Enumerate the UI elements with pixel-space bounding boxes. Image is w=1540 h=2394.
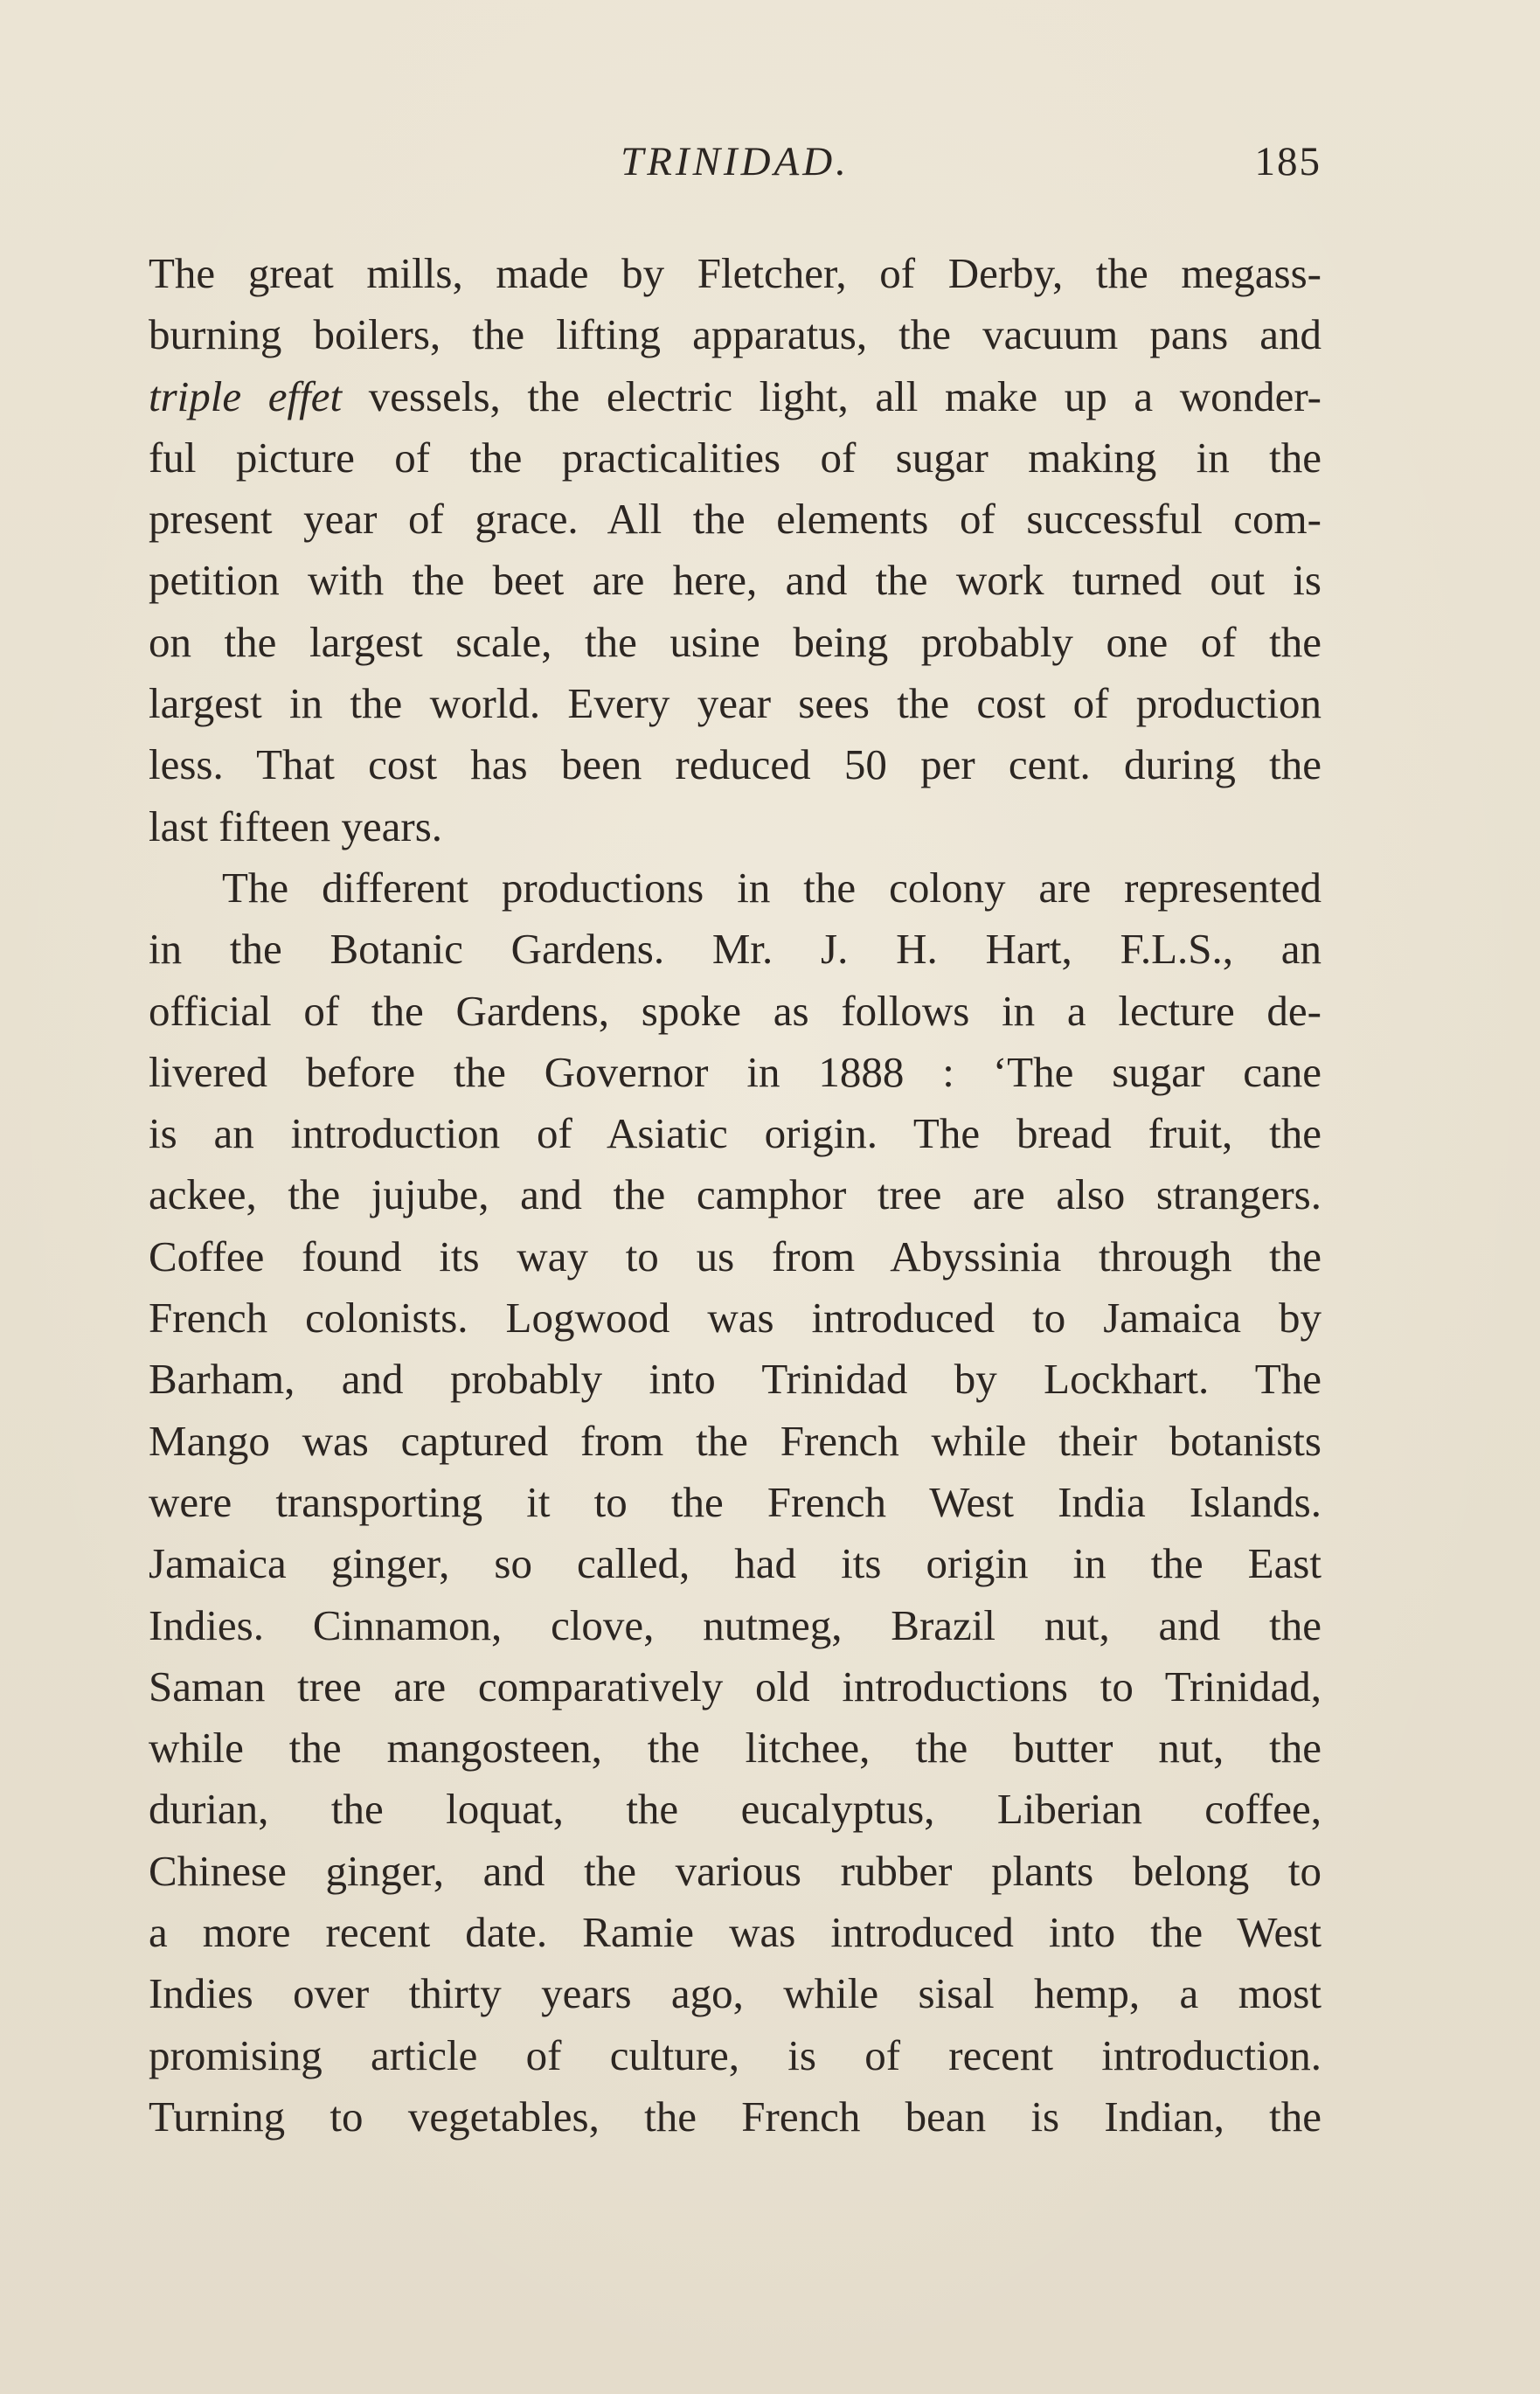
text-line: on the largest scale, the usine being probably one of the <box>149 617 1321 666</box>
text-line: Mango was captured from the French while their botanists <box>149 1416 1321 1465</box>
text-line: Jamaica ginger, so called, had its origin in the East <box>149 1539 1321 1588</box>
text-line: were transporting it to the French West India Islands. <box>149 1477 1321 1526</box>
text-line: less. That cost has been reduced 50 per cent. during the <box>149 740 1321 789</box>
text-line: in the Botanic Gardens. Mr. J. H. Hart, F.L.S., an <box>149 925 1321 974</box>
body-text <box>149 243 1321 2148</box>
text-line: Indies. Cinnamon, clove, nutmeg, Brazil nut, and the <box>149 1600 1321 1649</box>
text-line: burning boilers, the lifting apparatus, the vacuum pans and <box>149 310 1321 359</box>
text-line: Turning to vegetables, the French bean is Indian, the <box>149 2092 1321 2141</box>
text-line: promising article of culture, is of recent introduction. <box>149 2030 1321 2079</box>
text-line: Saman tree are comparatively old introductions to Trinidad, <box>149 1662 1321 1710</box>
paragraph-1 <box>149 243 1321 857</box>
running-title: TRINIDAD. <box>621 139 850 184</box>
running-head <box>149 138 1321 199</box>
text-line: The different productions in the colony are represented <box>222 863 1321 912</box>
text-line: livered before the Governor in 1888 : ‘The sugar cane <box>149 1047 1321 1096</box>
text-line: durian, the loquat, the eucalyptus, Liberian coffee, <box>149 1785 1321 1834</box>
italic-phrase: triple effet <box>149 371 343 420</box>
text-line <box>149 366 1321 427</box>
page-number: 185 <box>1254 139 1321 184</box>
text-line: French colonists. Logwood was introduced to Jamaica by <box>149 1294 1321 1343</box>
text-line: Chinese ginger, and the various rubber plants belong to <box>149 1846 1321 1895</box>
text-line: petition with the beet are here, and the work turned out is <box>149 556 1321 605</box>
text-line: largest in the world. Every year sees the cost of production <box>149 679 1321 728</box>
text-line: present year of grace. All the elements of successful com- <box>149 495 1321 544</box>
text-line: ackee, the jujube, and the camphor tree are also strangers. <box>149 1170 1321 1219</box>
text-line: ful picture of the practicalities of sugar making in the <box>149 433 1321 482</box>
text-line: a more recent date. Ramie was introduced into the West <box>149 1908 1321 1957</box>
text-line: Barham, and probably into Trinidad by Lockhart. The <box>149 1355 1321 1404</box>
text-line: while the mangosteen, the litchee, the butter nut, the <box>149 1724 1321 1773</box>
paragraph-2 <box>149 857 1321 2148</box>
text-line: official of the Gardens, spoke as follows in a lecture de- <box>149 986 1321 1035</box>
text-line: The great mills, made by Fletcher, of Derby, the megass- <box>149 249 1321 297</box>
text-line-rest: vessels, the electric light, all make up a wonder- <box>342 371 1321 420</box>
text-line: Indies over thirty years ago, while sisal hemp, a most <box>149 1969 1321 2018</box>
text-line: Coffee found its way to us from Abyssinia through the <box>149 1232 1321 1280</box>
text-line: is an introduction of Asiatic origin. The bread fruit, the <box>149 1109 1321 1158</box>
text-line: last fifteen years. <box>149 801 443 850</box>
